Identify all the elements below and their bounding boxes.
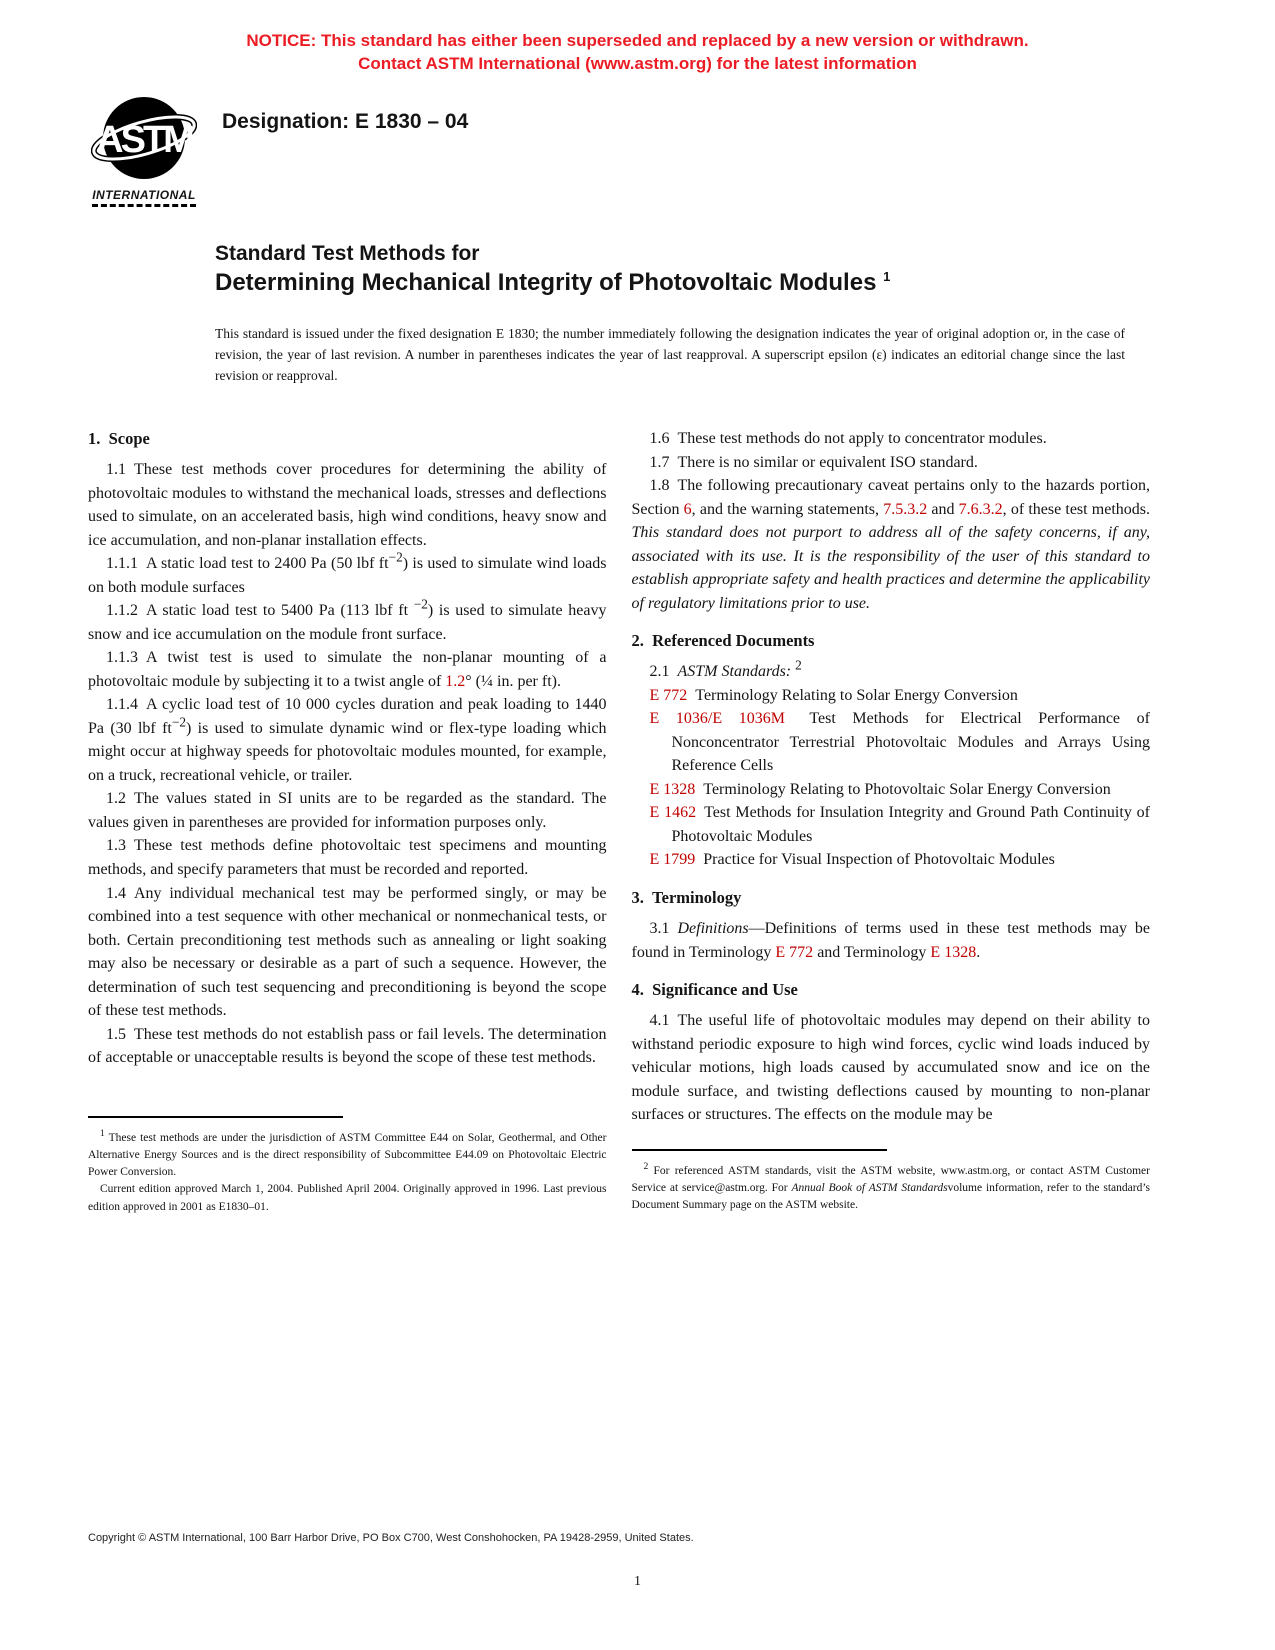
text-segment: 1.5 These test methods do not establish pass or fail levels. The determination of acceptable or unacceptable results is beyond the scope of these test methods.	[88, 1025, 607, 1067]
footnote-rule	[88, 1116, 343, 1118]
text-segment: ASTM Standards:	[677, 663, 792, 681]
reference-link[interactable]: 7.5.3.2	[883, 500, 928, 518]
text-segment: 1.4 Any individual mechanical test may be performed singly, or may be combined into a test sequence with other mechanical or nonmechanical tests, or both. Certain preconditioning test methods such as annealing or light soaking may also be necessary or desirable as a part of such a sequence. However, the determination of such test sequencing and preconditioning is beyond the scope of these test methods.	[88, 884, 607, 1020]
right-column-body	[632, 427, 1151, 1126]
text-segment: Practice for Visual Inspection of Photovoltaic Modules	[695, 851, 1055, 869]
withdrawal-notice	[0, 0, 1275, 76]
text-segment: These test methods are under the jurisdiction of ASTM Committee E44 on Solar, Geothermal, and Other Alternative Energy Sources and is the direct responsibility of Subcommittee E44.09 on Photovoltaic Electric Power Conversion.	[88, 1131, 607, 1179]
left-column-body	[88, 427, 607, 1069]
text-segment: volume information, refer to the standard’s Document Summary page on the ASTM website.	[631, 1181, 1150, 1212]
text-segment: ° (¼ in. per ft).	[465, 672, 561, 690]
text-segment: 1	[100, 1127, 105, 1139]
svg-text:ASTM: ASTM	[96, 118, 192, 161]
paragraph	[631, 1160, 1151, 1215]
paragraph	[88, 549, 607, 599]
section-heading: 3. Terminology	[631, 888, 742, 907]
text-segment: 1.8 The following precautionary caveat pertains only to the hazards portion, Section	[631, 477, 1150, 518]
reference-link[interactable]: E 1462	[649, 804, 697, 822]
title-line-1: Standard Test Methods for	[215, 241, 480, 265]
text-segment: −2	[413, 597, 428, 612]
text-segment: 2	[795, 658, 802, 674]
text-segment: Test Methods for Insulation Integrity and Ground Path Continuity of Photovoltaic Modules	[671, 804, 1150, 845]
standard-issuance-note: This standard is issued under the fixed designation E 1830; the number immediately following the designation indicates the year of original adoption or, in the case of revision, the year of last revision. A number in parentheses indicates the year of last reapproval. A superscript epsilon (ε) indicates an editorial change since the last revision or reapproval.	[215, 326, 1125, 384]
text-segment: 1.1.4 A cyclic load test of 10 000 cycles duration and peak loading to 1440 Pa (30 lbf ft	[88, 696, 607, 737]
reference-link[interactable]: E 1328	[930, 943, 977, 961]
text-segment: 3.1	[649, 920, 678, 937]
body-columns	[88, 427, 1150, 1216]
title-line-2	[215, 268, 1140, 299]
astm-globe-icon	[91, 94, 197, 186]
text-segment: 2.1	[649, 663, 678, 681]
paragraph	[632, 660, 1151, 684]
text-segment: ) is used to simulate heavy snow and ice accumulation on the module front surface.	[88, 602, 607, 643]
paragraph	[632, 427, 1151, 451]
text-segment: For referenced ASTM standards, visit the ASTM website, www.astm.org, or contact ASTM Customer Service at service@astm.org. For	[631, 1164, 1150, 1194]
text-segment: , and the warning statements,	[691, 500, 884, 518]
section-heading: 2. Referenced Documents	[631, 631, 815, 651]
footnote-1-body	[88, 1127, 607, 1216]
paragraph	[632, 474, 1151, 615]
text-segment: and	[927, 500, 959, 518]
paragraph	[88, 599, 607, 646]
right-column	[632, 427, 1151, 1216]
text-segment: Terminology Relating to Solar Energy Conversion	[687, 686, 1018, 704]
paragraph	[632, 778, 1151, 802]
document-title	[215, 241, 1140, 299]
page-number: 1	[634, 1574, 641, 1589]
paragraph	[632, 1009, 1151, 1127]
text-segment: This standard does not purport to address all of the safety concerns, if any, associated with its use. It is the responsibility of the user of this standard to establish appropriate safety and health practices and determine the applicability of regulatory limitations prior to use.	[631, 524, 1150, 612]
footnote-1	[88, 1116, 607, 1216]
paragraph	[632, 801, 1151, 848]
text-segment: ) is used to simulate wind loads on both module surfaces	[88, 555, 607, 596]
text-segment: −2	[171, 714, 187, 730]
paragraph	[88, 646, 607, 693]
text-segment: 4.1 The useful life of photovoltaic modules may depend on their ability to withstand periodic exposure to high wind forces, cyclic wind loads induced by vehicular motions, high loads caused by accumulated snow and ice on the module surface, and twisting deflections caused by mounting to non-planar surfaces or structures. The effects on the module may be	[631, 1012, 1150, 1124]
text-segment: 1.1 These test methods cover procedures for determining the ability of photovoltaic modules to withstand the mechanical loads, stresses and deflections used to simulate, on an accelerated basis, high wind conditions, heavy snow and ice accumulation, and non-planar installation effects.	[88, 461, 607, 549]
text-segment: .	[976, 943, 981, 961]
copyright-line: Copyright © ASTM International, 100 Barr Harbor Drive, PO Box C700, West Conshohocken, PA 19428-2959, United States.	[88, 1532, 694, 1544]
text-segment: −2	[388, 549, 403, 565]
reference-link[interactable]: E 772	[775, 943, 814, 961]
document-header	[88, 94, 1275, 207]
text-segment: —Definitions of terms used in these test methods may be found in Terminology	[631, 920, 1150, 961]
paragraph	[632, 917, 1151, 964]
reference-link[interactable]: 6	[683, 500, 692, 518]
text-segment: ) is used to simulate dynamic wind or flex-type loading which might occur at highway speeds for photovoltaic modules mounted, for example, on a truck, recreational vehicle, or trailer.	[88, 719, 607, 784]
paragraph	[632, 451, 1151, 475]
logo-international-label: INTERNATIONAL	[92, 188, 196, 207]
text-segment: Test Methods for Electrical Performance of Nonconcentrator Terrestrial Photovoltaic Modules and Arrays Using Reference Cells	[671, 710, 1150, 775]
footnote-rule	[632, 1149, 887, 1151]
paragraph	[88, 693, 607, 787]
reference-link[interactable]: E 1036/E 1036M	[649, 710, 785, 728]
text-segment: 1.7 There is no similar or equivalent ISO standard.	[649, 453, 978, 471]
astm-logo	[88, 94, 200, 207]
text-segment: , of these test methods.	[1002, 500, 1151, 518]
text-segment: 1.1.2 A static load test to 5400 Pa (113 lbf ft	[106, 602, 414, 620]
text-segment: 1.1.3 A twist test is used to simulate the non-planar mounting of a photovoltaic module by subjecting it to a twist angle of	[88, 649, 607, 690]
text-segment: 2	[643, 1160, 649, 1172]
reference-link[interactable]: 7.6.3.2	[958, 500, 1003, 518]
title-text: Determining Mechanical Integrity of Photovoltaic Modules	[215, 268, 877, 296]
text-segment: 1.6 These test methods do not apply to concentrator modules.	[649, 430, 1047, 448]
paragraph	[632, 684, 1151, 708]
reference-link[interactable]: 1.2	[445, 672, 466, 690]
paragraph	[88, 1181, 607, 1216]
text-segment: 1.3 These test methods define photovoltaic test specimens and mounting methods, and specify parameters that must be recorded and reported.	[88, 837, 607, 878]
paragraph	[88, 1127, 607, 1182]
left-column	[88, 427, 607, 1216]
footnote-2-body	[631, 1160, 1151, 1215]
reference-link[interactable]: E 772	[649, 686, 688, 704]
paragraph	[88, 834, 607, 881]
footnote-2	[632, 1149, 1151, 1215]
notice-line-2: Contact ASTM International (www.astm.org) for the latest information	[358, 53, 917, 73]
text-segment: 1.1.1 A static load test to 2400 Pa (50 lbf ft	[106, 555, 389, 573]
section-heading: 1. Scope	[88, 429, 150, 449]
section-heading: 4. Significance and Use	[631, 980, 798, 1000]
reference-link[interactable]: E 1328	[649, 780, 696, 798]
title-footnote-marker: 1	[883, 268, 891, 284]
text-segment: and Terminology	[813, 943, 931, 961]
text-segment: 1.2 The values stated in SI units are to be regarded as the standard. The values given in parentheses are provided for information purposes only.	[88, 790, 607, 831]
paragraph	[88, 787, 607, 834]
paragraph	[88, 882, 607, 1023]
text-segment: Terminology Relating to Photovoltaic Solar Energy Conversion	[695, 780, 1111, 798]
text-segment: Definitions	[677, 920, 749, 937]
paragraph	[632, 707, 1151, 778]
text-segment: Current edition approved March 1, 2004. Published April 2004. Originally approved in 1996. Last previous edition approved in 2001 as E1830–01.	[88, 1183, 607, 1213]
notice-line-1: NOTICE: This standard has either been superseded and replaced by a new version or withdrawn.	[246, 31, 1029, 50]
paragraph	[88, 1023, 607, 1070]
text-segment: Annual Book of ASTM Standards	[791, 1181, 948, 1194]
reference-link[interactable]: E 1799	[649, 851, 696, 869]
paragraph	[88, 458, 607, 552]
paragraph	[632, 848, 1151, 872]
designation: Designation: E 1830 – 04	[222, 109, 469, 133]
